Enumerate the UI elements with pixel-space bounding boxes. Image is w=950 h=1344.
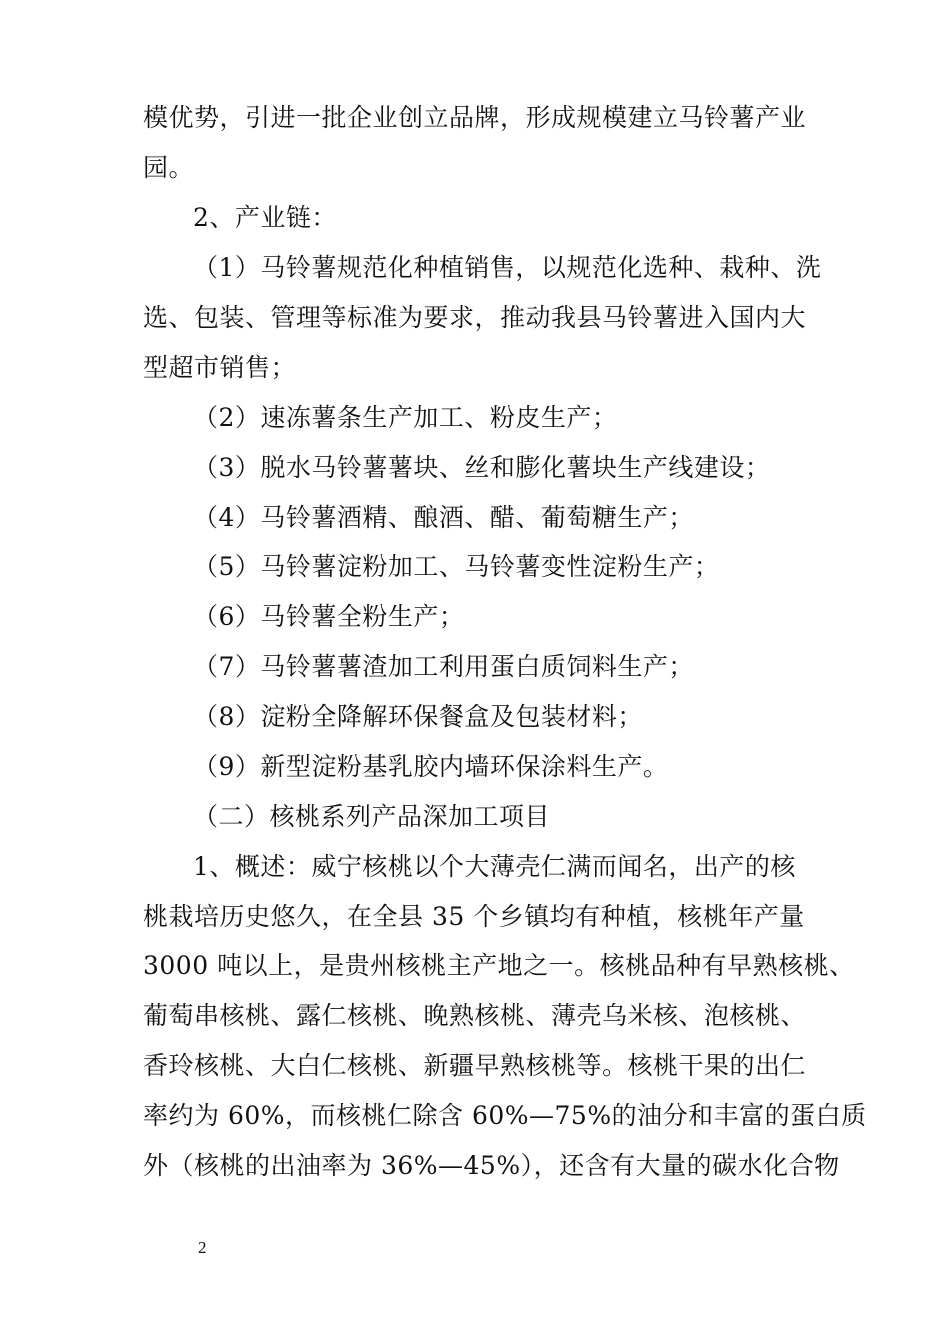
- text-line: 桃栽培历史悠久，在全县 35 个乡镇均有种植，核桃年产量: [143, 902, 805, 931]
- text-line: （9）新型淀粉基乳胶内墙环保涂料生产。: [193, 752, 669, 781]
- text-line: 率约为 60%，而核桃仁除含 60%—75%的油分和丰富的蛋白质: [143, 1101, 867, 1130]
- text-line: 模优势，引进一批企业创立品牌，形成规模建立马铃薯产业: [143, 103, 807, 132]
- text-line: （5）马铃薯淀粉加工、马铃薯变性淀粉生产；: [193, 552, 720, 581]
- text-line: （6）马铃薯全粉生产；: [193, 602, 465, 631]
- text-line: 型超市销售；: [143, 353, 297, 382]
- text-line: （2）速冻薯条生产加工、粉皮生产；: [193, 403, 618, 432]
- text-line: 2、产业链：: [193, 203, 337, 232]
- text-line: （3）脱水马铃薯薯块、丝和膨化薯块生产线建设；: [193, 453, 771, 482]
- text-line: 3000 吨以上，是贵州核桃主产地之一。核桃品种有早熟核桃、: [143, 951, 855, 980]
- text-line: 外（核桃的出油率为 36%—45%），还含有大量的碳水化合物: [143, 1151, 840, 1180]
- text-line: （8）淀粉全降解环保餐盒及包装材料；: [193, 702, 643, 731]
- text-line: 1、概述：威宁核桃以个大薄壳仁满而闻名，出产的核: [193, 852, 796, 881]
- text-line: 葡萄串核桃、露仁核桃、晚熟核桃、薄壳乌米核、泡核桃、: [143, 1001, 807, 1030]
- text-line: 香玲核桃、大白仁核桃、新疆早熟核桃等。核桃干果的出仁: [143, 1051, 807, 1080]
- text-line: 选、包装、管理等标准为要求，推动我县马铃薯进入国内大: [143, 303, 807, 332]
- text-line: （1）马铃薯规范化种植销售，以规范化选种、栽种、洗: [193, 253, 822, 282]
- text-line: （4）马铃薯酒精、酿酒、醋、葡萄糖生产；: [193, 503, 694, 532]
- page-number: 2: [198, 1238, 207, 1257]
- text-line: （7）马铃薯薯渣加工利用蛋白质饲料生产；: [193, 652, 694, 681]
- text-line: 园。: [143, 153, 195, 182]
- section-heading: （二）核桃系列产品深加工项目: [193, 802, 551, 831]
